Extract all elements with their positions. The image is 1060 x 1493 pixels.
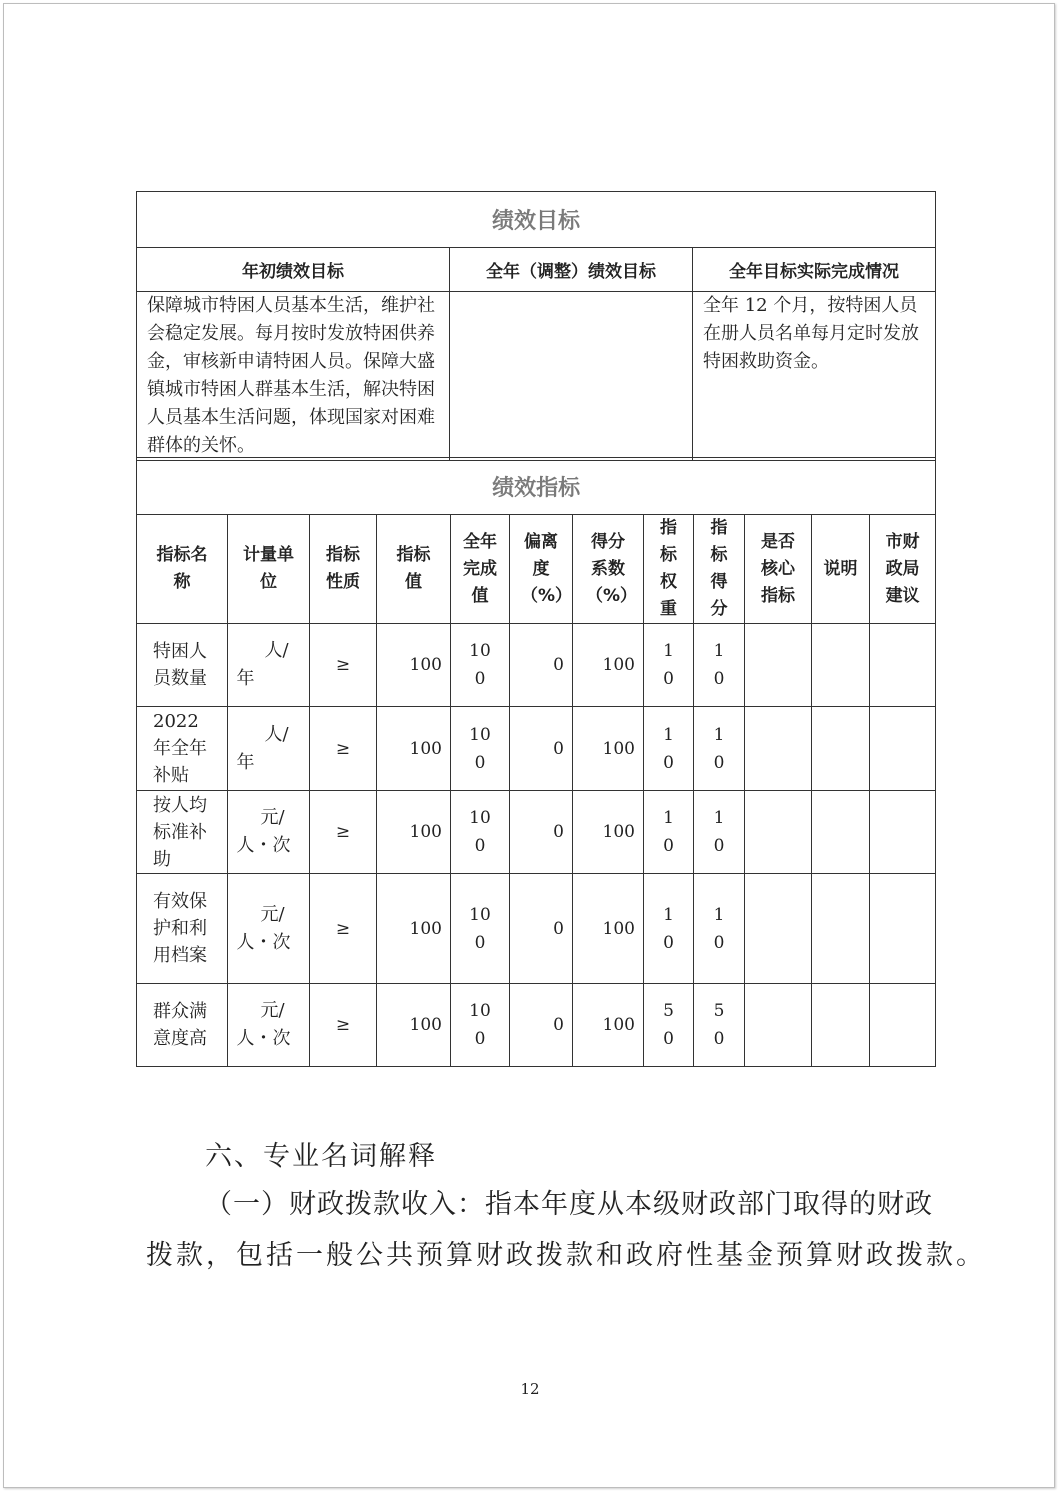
paragraph-line-2: 拨款，包括一般公共预算财政拨款和政府性基金预算财政拨款。 [146, 1240, 986, 1271]
page-number: 12 [520, 1380, 540, 1398]
indicator-coef: 100 [573, 791, 644, 874]
goals-header-initial: 年初绩效目标 [137, 248, 450, 292]
goals-table [136, 191, 936, 461]
col-header-weight: 指标权重 [644, 515, 694, 624]
indicator-note [812, 874, 870, 984]
initial-goal-text: 保障城市特困人员基本生活，维护社会稳定发展。每月按时发放特困供养金，审核新申请特困人员。保障大盛镇城市特困人群基本生活，解决特困人员基本生活问题，体现国家对困难群体的关怀。 [137, 292, 450, 461]
indicator-value: 100 [377, 874, 451, 984]
col-header-coef: 得分系数（%） [573, 515, 644, 624]
indicator-name: 群众满意度高 [137, 984, 228, 1067]
indicator-coef: 100 [573, 984, 644, 1067]
col-header-complete: 全年完成值 [451, 515, 510, 624]
col-header-name: 指标名称 [137, 515, 228, 624]
indicator-score: 10 [694, 624, 745, 707]
col-header-deviation: 偏离度（%） [510, 515, 573, 624]
table-row [137, 984, 936, 1067]
indicator-advice [870, 707, 936, 791]
table-row [137, 874, 936, 984]
indicator-core [745, 874, 812, 984]
indicator-core [745, 624, 812, 707]
indicator-advice [870, 874, 936, 984]
indicator-weight: 10 [644, 874, 694, 984]
indicator-core [745, 707, 812, 791]
paragraph-line-1: （一）财政拨款收入：指本年度从本级财政部门取得的财政 [205, 1189, 933, 1220]
indicator-note [812, 624, 870, 707]
indicator-complete: 100 [451, 791, 510, 874]
section-heading: 六、专业名词解释 [205, 1141, 437, 1172]
indicator-note [812, 707, 870, 791]
adjusted-goal-text [450, 292, 693, 461]
col-header-core: 是否核心指标 [745, 515, 812, 624]
indicators-table [136, 457, 936, 1067]
indicator-score: 10 [694, 874, 745, 984]
indicator-value: 100 [377, 624, 451, 707]
indicator-nature: ≥ [310, 624, 377, 707]
indicator-name: 2022年全年补贴 [137, 707, 228, 791]
indicator-value: 100 [377, 791, 451, 874]
col-header-score: 指标得分 [694, 515, 745, 624]
actual-completion-text: 全年 12 个月，按特困人员在册人员名单每月定时发放特困救助资金。 [693, 292, 936, 461]
indicator-note [812, 791, 870, 874]
table-row [137, 791, 936, 874]
goals-header-actual: 全年目标实际完成情况 [693, 248, 936, 292]
indicator-score: 10 [694, 707, 745, 791]
indicator-deviation: 0 [510, 707, 573, 791]
indicators-title: 绩效指标 [137, 458, 936, 515]
indicator-deviation: 0 [510, 791, 573, 874]
indicator-nature: ≥ [310, 791, 377, 874]
indicator-score: 50 [694, 984, 745, 1067]
indicator-name: 有效保护和利用档案 [137, 874, 228, 984]
indicator-complete: 100 [451, 707, 510, 791]
indicator-nature: ≥ [310, 707, 377, 791]
indicator-unit: 人/ 年 [228, 624, 310, 707]
indicator-advice [870, 791, 936, 874]
indicator-deviation: 0 [510, 984, 573, 1067]
indicator-complete: 100 [451, 984, 510, 1067]
indicator-complete: 100 [451, 874, 510, 984]
indicator-weight: 10 [644, 707, 694, 791]
col-header-unit: 计量单位 [228, 515, 310, 624]
indicator-advice [870, 984, 936, 1067]
indicator-unit: 人/ 年 [228, 707, 310, 791]
indicator-weight: 50 [644, 984, 694, 1067]
indicator-coef: 100 [573, 874, 644, 984]
indicator-score: 10 [694, 791, 745, 874]
indicator-name: 按人均标准补助 [137, 791, 228, 874]
col-header-advice: 市财政局建议 [870, 515, 936, 624]
table-row [137, 707, 936, 791]
indicator-unit: 元/ 人・次 [228, 984, 310, 1067]
indicator-advice [870, 624, 936, 707]
indicator-deviation: 0 [510, 624, 573, 707]
indicator-coef: 100 [573, 707, 644, 791]
indicator-core [745, 791, 812, 874]
goals-header-adjusted: 全年（调整）绩效目标 [450, 248, 693, 292]
indicator-core [745, 984, 812, 1067]
indicator-name: 特困人员数量 [137, 624, 228, 707]
indicator-value: 100 [377, 707, 451, 791]
indicator-unit: 元/ 人・次 [228, 874, 310, 984]
indicator-nature: ≥ [310, 874, 377, 984]
indicator-unit: 元/ 人・次 [228, 791, 310, 874]
indicator-weight: 10 [644, 791, 694, 874]
indicator-note [812, 984, 870, 1067]
indicator-nature: ≥ [310, 984, 377, 1067]
indicator-value: 100 [377, 984, 451, 1067]
indicator-deviation: 0 [510, 874, 573, 984]
indicator-coef: 100 [573, 624, 644, 707]
indicator-complete: 100 [451, 624, 510, 707]
indicator-weight: 10 [644, 624, 694, 707]
col-header-note: 说明 [812, 515, 870, 624]
table-row [137, 624, 936, 707]
col-header-nature: 指标性质 [310, 515, 377, 624]
goals-title: 绩效目标 [137, 192, 936, 248]
col-header-value: 指标值 [377, 515, 451, 624]
